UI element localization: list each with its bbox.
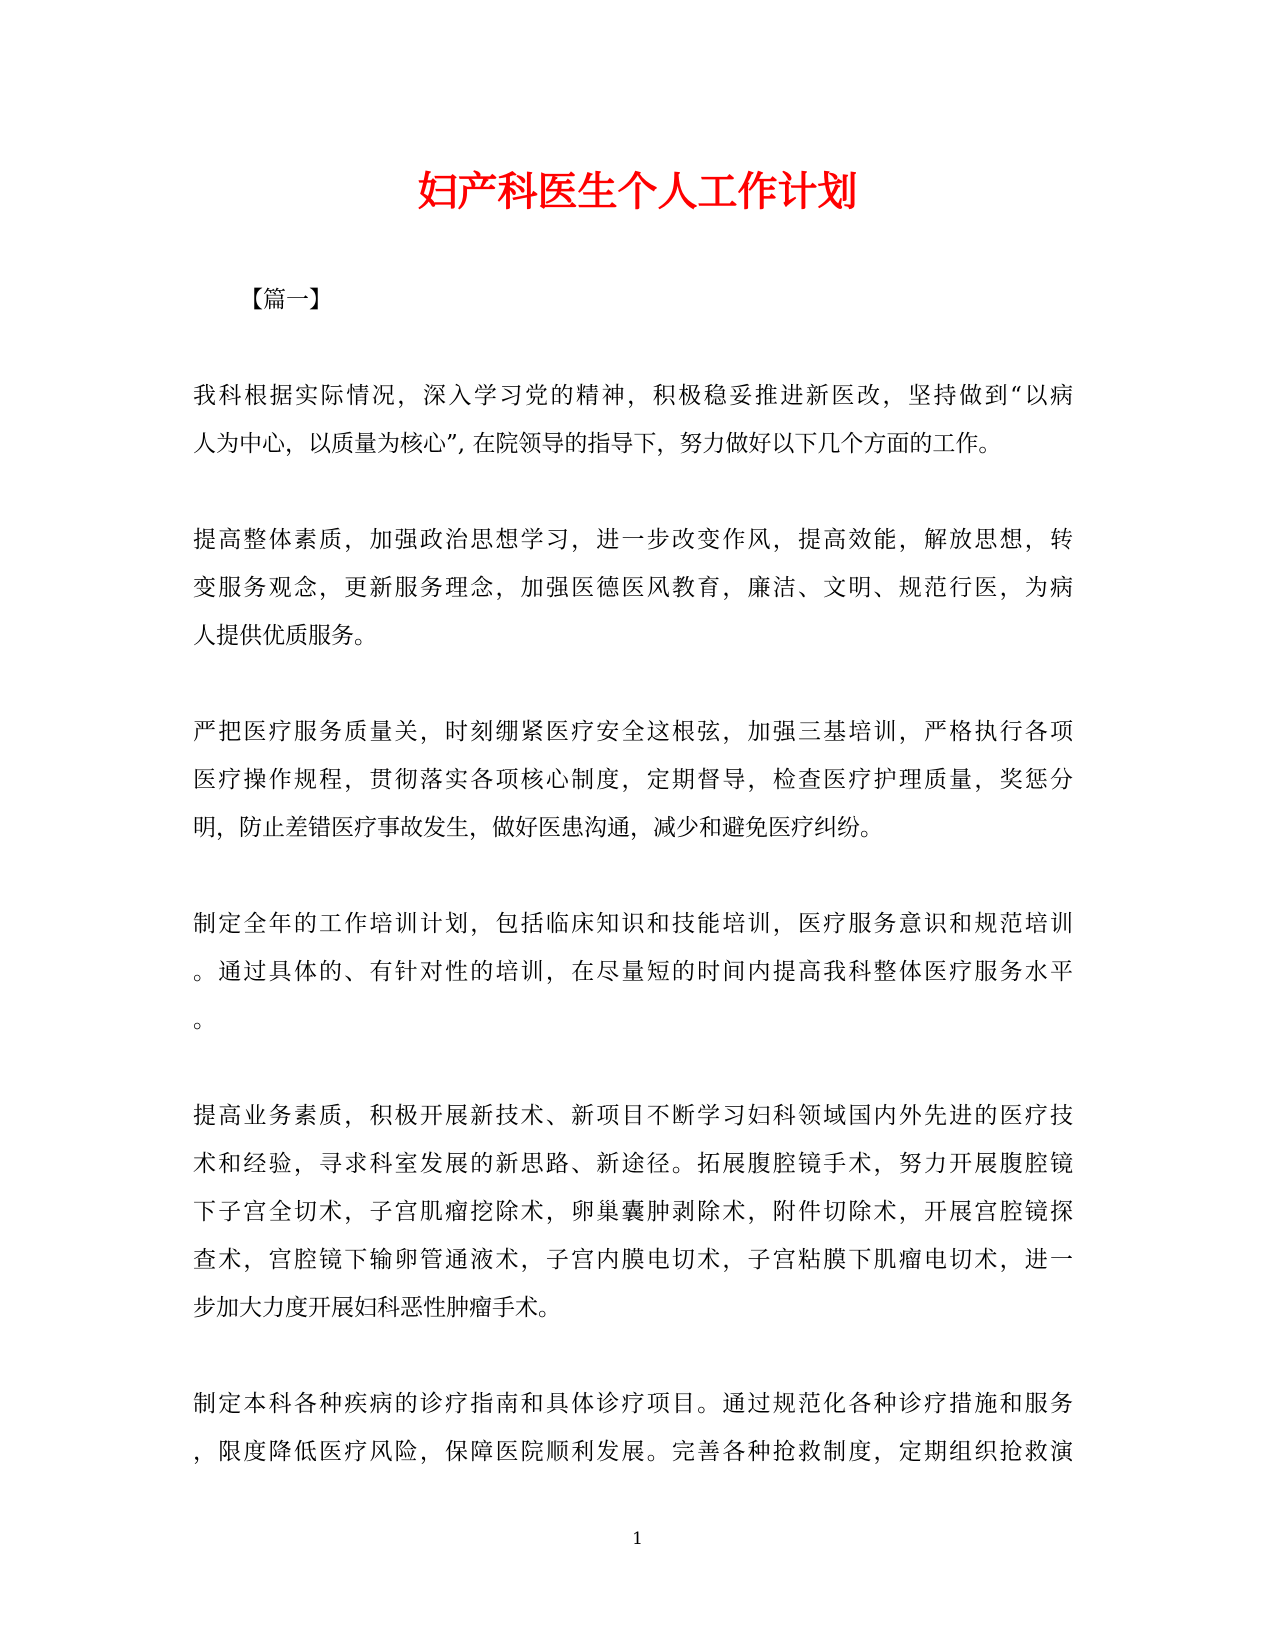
paragraph-line: 提高业务素质，积极开展新技术、新项目不断学习妇科领域国内外先进的医疗技: [193, 1103, 1073, 1129]
paragraph-line: 人为中心，以质量为核心”, 在院领导的指导下，努力做好以下几个方面的工作。: [193, 431, 1002, 457]
paragraph-line: 。通过具体的、有针对性的培训，在尽量短的时间内提高我科整体医疗服务水平: [193, 959, 1073, 985]
paragraph-line: 术和经验，寻求科室发展的新思路、新途径。拓展腹腔镜手术，努力开展腹腔镜: [193, 1151, 1073, 1177]
paragraph-line: 严把医疗服务质量关，时刻绷紧医疗安全这根弦，加强三基培训，严格执行各项: [193, 719, 1073, 745]
section-label: 【篇一】: [240, 287, 332, 313]
paragraph-line: 变服务观念，更新服务理念，加强医德医风教育，廉洁、文明、规范行医，为病: [193, 575, 1073, 601]
paragraph-4: [193, 900, 1073, 1044]
paragraph-line: 。: [193, 1007, 216, 1033]
paragraph-1: [193, 372, 1073, 468]
paragraph-line: 提高整体素质，加强政治思想学习，进一步改变作风，提高效能，解放思想，转: [193, 527, 1073, 553]
paragraph-line: 我科根据实际情况，深入学习党的精神，积极稳妥推进新医改，坚持做到“以病: [193, 383, 1073, 409]
document-title: 妇产科医生个人工作计划: [417, 168, 858, 215]
paragraph-6: [193, 1380, 1073, 1476]
paragraph-line: 明，防止差错医疗事故发生，做好医患沟通，减少和避免医疗纠纷。: [193, 815, 883, 841]
document-body: [193, 372, 1073, 1476]
paragraph-line: 下子宫全切术，子宫肌瘤挖除术，卵巢囊肿剥除术，附件切除术，开展宫腔镜探: [193, 1199, 1073, 1225]
paragraph-line: 人提供优质服务。: [193, 623, 377, 649]
paragraph-line: 医疗操作规程，贯彻落实各项核心制度，定期督导，检查医疗护理质量，奖惩分: [193, 767, 1073, 793]
paragraph-2: [193, 516, 1073, 660]
paragraph-line: 制定本科各种疾病的诊疗指南和具体诊疗项目。通过规范化各种诊疗措施和服务: [193, 1391, 1073, 1417]
paragraph-line: 步加大力度开展妇科恶性肿瘤手术。: [193, 1295, 561, 1321]
paragraph-5: [193, 1092, 1073, 1332]
paragraph-line: 制定全年的工作培训计划，包括临床知识和技能培训，医疗服务意识和规范培训: [193, 911, 1073, 937]
paragraph-line: ，限度降低医疗风险，保障医院顺利发展。完善各种抢救制度，定期组织抢救演: [193, 1439, 1073, 1465]
page-number: 1: [632, 1529, 643, 1549]
paragraph-3: [193, 708, 1073, 852]
paragraph-line: 查术，宫腔镜下输卵管通液术，子宫内膜电切术，子宫粘膜下肌瘤电切术，进一: [193, 1247, 1073, 1273]
